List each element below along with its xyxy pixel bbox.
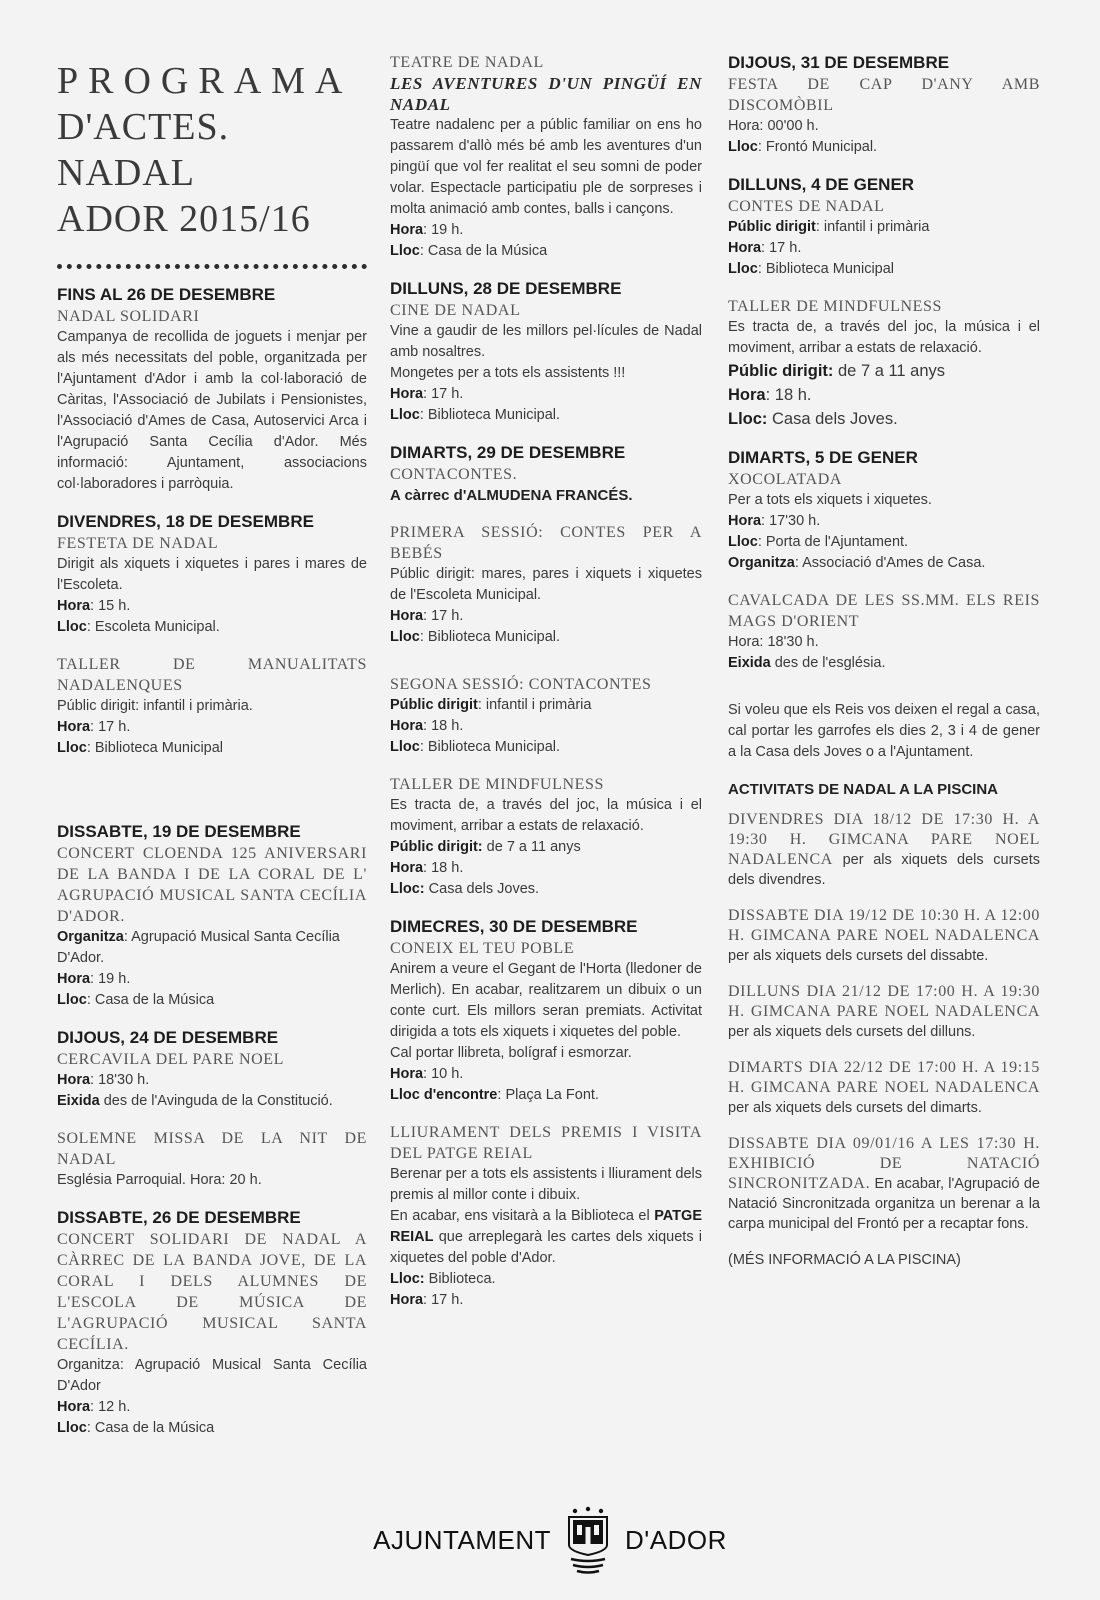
event-title: TALLER DE MINDFULNESS xyxy=(390,776,604,793)
footer xyxy=(0,1500,1100,1580)
event-date: DIMECRES, 30 DE DESEMBRE xyxy=(390,917,638,936)
event-title: CONTACONTES. xyxy=(390,466,518,483)
event-place: Lloc: Casa dels Joves. xyxy=(728,410,898,428)
event-date: DIJOUS, 24 DE DESEMBRE xyxy=(57,1028,279,1047)
event-title: LLIURAMENT DELS PREMIS I VISITA DEL PATGE REIAL xyxy=(390,1124,702,1162)
event-presenter: A càrrec d'ALMUDENA FRANCÉS. xyxy=(390,487,633,504)
title-line-3: ADOR 2015/16 xyxy=(57,198,311,240)
event-time: Hora: 15 h. xyxy=(57,598,131,614)
event-cap-any xyxy=(728,52,1040,158)
event-time: Hora: 18 h. xyxy=(390,860,464,876)
event-place: Lloc: Escoleta Municipal. xyxy=(57,619,220,635)
event-place: Lloc: Frontó Municipal. xyxy=(728,139,878,155)
event-time: Hora: 17'30 h. xyxy=(728,513,821,529)
event-date: DIMARTS, 29 DE DESEMBRE xyxy=(390,443,626,462)
event-body-2: Cal portar llibreta, bolígraf i esmorzar. xyxy=(390,1045,632,1061)
column-2 xyxy=(390,52,702,1327)
event-time: Hora: 12 h. xyxy=(57,1399,131,1415)
event-time: Hora: 17 h. xyxy=(57,719,131,735)
town-crest-icon xyxy=(565,1505,611,1575)
event-missa xyxy=(57,1128,367,1191)
more-info: (MÉS INFORMACIÓ A LA PISCINA) xyxy=(728,1252,961,1268)
event-kicker: TEATRE DE NADAL xyxy=(390,54,544,71)
event-place: Lloc: Casa de la Música xyxy=(390,243,548,259)
event-date: DISSABTE, 19 DE DESEMBRE xyxy=(57,822,301,841)
page-title xyxy=(57,58,367,242)
event-time: Hora: 18 h. xyxy=(728,386,812,404)
column-1 xyxy=(57,52,367,1455)
event-date: DISSABTE, 26 DE DESEMBRE xyxy=(57,1208,301,1227)
event-place: Lloc: Biblioteca Municipal. xyxy=(390,407,561,423)
event-taller-mindfulness xyxy=(390,774,702,900)
event-segona-sessio xyxy=(390,674,702,758)
event-body: Es tracta de, a través del joc, la música i el moviment, arribar a estats de relaxació. xyxy=(390,797,702,834)
event-time: Hora: 18'30 h. xyxy=(728,634,819,650)
event-title: CONEIX EL TEU POBLE xyxy=(390,940,575,957)
column-3 xyxy=(728,52,1040,1286)
event-place: Lloc: Casa de la Música xyxy=(57,1420,215,1436)
event-title: CONCERT CLOENDA 125 ANIVERSARI DE LA BANDA I DE LA CORAL DE L' AGRUPACIÓ MUSICAL SANTA CECÍLIA D'ADOR. xyxy=(57,845,367,925)
event-time: Hora: 18 h. xyxy=(390,718,464,734)
piscina-item-2: DISSABTE DIA 19/12 DE 10:30 H. A 12:00 H. GIMCANA PARE NOEL NADALENCA per als xiquets dels cursets del dissabte. xyxy=(728,907,1040,964)
event-title: CONTES DE NADAL xyxy=(728,198,885,215)
event-cine-nadal xyxy=(390,278,702,426)
event-nadal-solidari xyxy=(57,284,367,495)
event-teatre-nadal xyxy=(390,52,702,262)
event-departure: Eixida des de l'Avinguda de la Constitució. xyxy=(57,1093,333,1109)
event-title: LES AVENTURES D'UN PINGÜÍ EN NADAL xyxy=(390,74,702,114)
piscina-footer xyxy=(728,1250,1040,1270)
event-date: DILLUNS, 4 DE GENER xyxy=(728,175,915,194)
event-body: Anirem a veure el Gegant de l'Horta (lledoner de Merlich). En acabar, realitzarem un dibuix o un conte curt. Els millors seran premiats. Activitat dirigida a tots els xiquets i xiquetes del poble. xyxy=(390,961,702,1040)
event-body: Església Parroquial. Hora: 20 h. xyxy=(57,1172,262,1188)
event-contacontes xyxy=(390,442,702,506)
event-lliurament-premis xyxy=(390,1122,702,1311)
event-title: CONCERT SOLIDARI DE NADAL A CÀRREC DE LA BANDA JOVE, DE LA CORAL I DELS ALUMNES DE L'ESCOLA DE MÚSICA DE L'AGRUPACIÓ MUSICAL SANTA CECÍLIA. xyxy=(57,1231,367,1353)
event-organizer: Organitza: Agrupació Musical Santa Cecília D'Ador xyxy=(57,1357,367,1394)
event-time: Hora: 19 h. xyxy=(390,222,464,238)
event-title: SOLEMNE MISSA DE LA NIT DE NADAL xyxy=(57,1130,367,1168)
event-body: Vine a gaudir de les millors pel·lícules de Nadal amb nosaltres. xyxy=(390,323,702,360)
event-cercavila xyxy=(57,1027,367,1112)
event-place: Lloc: Biblioteca Municipal. xyxy=(390,629,561,645)
event-title: TALLER DE MANUALITATS NADALENQUES xyxy=(57,656,367,694)
event-body: Es tracta de, a través del joc, la música i el moviment, arribar a estats de relaxació. xyxy=(728,319,1040,356)
footer-right-text: D'ADOR xyxy=(625,1524,727,1555)
event-place: Lloc: Biblioteca Municipal xyxy=(57,740,224,756)
event-concert-solidari xyxy=(57,1207,367,1439)
event-audience: Públic dirigit: mares, pares i xiquets i xiquetes de l'Escoleta Municipal. xyxy=(390,566,702,603)
event-audience: Públic dirigit: infantil i primària xyxy=(728,219,930,235)
note-text: Si voleu que els Reis vos deixen el regal a casa, cal portar les garrofes els dies 2, 3 i 4 de gener a la Casa dels Joves o a l'Ajuntament. xyxy=(728,702,1040,760)
event-title: CERCAVILA DEL PARE NOEL xyxy=(57,1051,285,1068)
event-date: DIJOUS, 31 DE DESEMBRE xyxy=(728,53,950,72)
title-line-1: PROGRAMA xyxy=(57,60,353,102)
event-primera-sessio xyxy=(390,522,702,648)
dotted-divider xyxy=(57,264,367,270)
event-contes-nadal xyxy=(728,174,1040,280)
event-title: SEGONA SESSIÓ: CONTACONTES xyxy=(390,676,652,693)
event-audience: Públic dirigit: infantil i primària xyxy=(390,697,592,713)
event-time: Hora: 17 h. xyxy=(390,1292,464,1308)
event-place: Lloc: Casa dels Joves. xyxy=(390,881,540,897)
footer-left-text: AJUNTAMENT xyxy=(373,1524,551,1555)
event-date: FINS AL 26 DE DESEMBRE xyxy=(57,285,276,304)
event-title: PRIMERA SESSIÓ: CONTES PER A BEBÉS xyxy=(390,524,702,562)
piscina-item-3: DILLUNS DIA 21/12 DE 17:00 H. A 19:30 H. GIMCANA PARE NOEL NADALENCA per als xiquets dels cursets del dilluns. xyxy=(728,983,1040,1040)
event-audience: Públic dirigit: de 7 a 11 anys xyxy=(390,839,581,855)
event-departure: Eixida des de l'església. xyxy=(728,655,886,671)
event-time: Hora: 17 h. xyxy=(390,608,464,624)
event-date: DILLUNS, 28 DE DESEMBRE xyxy=(390,279,622,298)
piscina-section xyxy=(728,779,1040,800)
event-festeta-nadal xyxy=(57,511,367,638)
event-time: Hora: 19 h. xyxy=(57,971,131,987)
event-place: Lloc: Biblioteca Municipal xyxy=(728,261,895,277)
event-body: Campanya de recollida de joguets i menjar per als més necessitats del poble, organitzada per l'Ajuntament d'Ador i amb la col·laboració de Càritas, l'Associació de Jubilats i Pensionistes, l'Associació d'Ames de Casa, Autoservici Arca i l'Agrupació Santa Cecília d'Ador. Més informació: Ajuntament, associacions col·laboradores i parròquia. xyxy=(57,329,367,492)
event-title: XOCOLATADA xyxy=(728,471,843,488)
event-body: Berenar per a tots els assistents i lliurament dels premis al millor conte i dibuix. xyxy=(390,1166,702,1203)
event-date: DIMARTS, 5 DE GENER xyxy=(728,448,918,467)
event-taller-manualitats xyxy=(57,654,367,759)
event-title: CAVALCADA DE LES SS.MM. ELS REIS MAGS D'ORIENT xyxy=(728,592,1040,630)
event-audience: Públic dirigit: infantil i primària. xyxy=(57,698,253,714)
event-date: DIVENDRES, 18 DE DESEMBRE xyxy=(57,512,314,531)
event-title: FESTA DE CAP D'ANY AMB DISCOMÒBIL xyxy=(728,76,1040,114)
event-audience: Públic dirigit: de 7 a 11 anys xyxy=(728,362,946,380)
piscina-item-5: DISSABTE DIA 09/01/16 A LES 17:30 H. EXHIBICIÓ DE NATACIÓ SINCRONITZADA. En acabar, l'Agrupació de Natació Sincronitzada organitza un berenar a la carpa municipal del Frontó per a recaptar fons. xyxy=(728,1135,1040,1232)
event-place: Lloc: Biblioteca Municipal. xyxy=(390,739,561,755)
event-taller-mindfulness-2 xyxy=(728,296,1040,431)
event-place: Lloc: Casa de la Música xyxy=(57,992,215,1008)
event-organizer: Organitza: Agrupació Musical Santa Cecília D'Ador. xyxy=(57,929,340,966)
event-place: Lloc d'encontre: Plaça La Font. xyxy=(390,1087,599,1103)
event-xocolatada xyxy=(728,447,1040,574)
event-coneix-poble xyxy=(390,916,702,1106)
title-line-2: D'ACTES. NADAL xyxy=(57,106,230,194)
event-organizer: Organitza: Associació d'Ames de Casa. xyxy=(728,555,986,571)
piscina-item-4: DIMARTS DIA 22/12 DE 17:00 H. A 19:15 H. GIMCANA PARE NOEL NADALENCA per als xiquets dels cursets del dimarts. xyxy=(728,1059,1040,1116)
piscina-heading: ACTIVITATS DE NADAL A LA PISCINA xyxy=(728,781,998,798)
event-place: Lloc: Biblioteca. xyxy=(390,1271,496,1287)
event-time: Hora: 18'30 h. xyxy=(57,1072,150,1088)
event-title: FESTETA DE NADAL xyxy=(57,535,219,552)
event-time: Hora: 10 h. xyxy=(390,1066,464,1082)
event-body-2: En acabar, ens visitarà a la Biblioteca el PATGE REIAL que arreplegarà les cartes dels xiquets i xiquetes del poble d'Ador. xyxy=(390,1208,702,1266)
event-cavalcada xyxy=(728,590,1040,674)
event-body-2: Mongetes per a tots els assistents !!! xyxy=(390,365,626,381)
event-title: NADAL SOLIDARI xyxy=(57,308,200,325)
event-body: Dirigit als xiquets i xiquetes i pares i mares de l'Escoleta. xyxy=(57,556,367,593)
event-title: TALLER DE MINDFULNESS xyxy=(728,298,942,315)
event-body: Per a tots els xiquets i xiquetes. xyxy=(728,492,932,508)
event-concert-cloenda xyxy=(57,821,367,1011)
event-title: CINE DE NADAL xyxy=(390,302,521,319)
event-time: Hora: 17 h. xyxy=(390,386,464,402)
piscina-item-1: DIVENDRES DIA 18/12 DE 17:30 H. A 19:30 H. GIMCANA PARE NOEL NADALENCA per als xiquets dels cursets dels divendres. xyxy=(728,811,1040,888)
event-body: Teatre nadalenc per a públic familiar on ens ho passarem d'allò més bé amb les aventures d'un pingüí que vol fer realitat el seu somni de poder volar. Espectacle participatiu ple de sorpreses i molta animació amb contes, balls i cançons. xyxy=(390,117,702,217)
reis-note xyxy=(728,700,1040,763)
event-time: Hora: 00'00 h. xyxy=(728,118,819,134)
event-time: Hora: 17 h. xyxy=(728,240,802,256)
event-place: Lloc: Porta de l'Ajuntament. xyxy=(728,534,909,550)
